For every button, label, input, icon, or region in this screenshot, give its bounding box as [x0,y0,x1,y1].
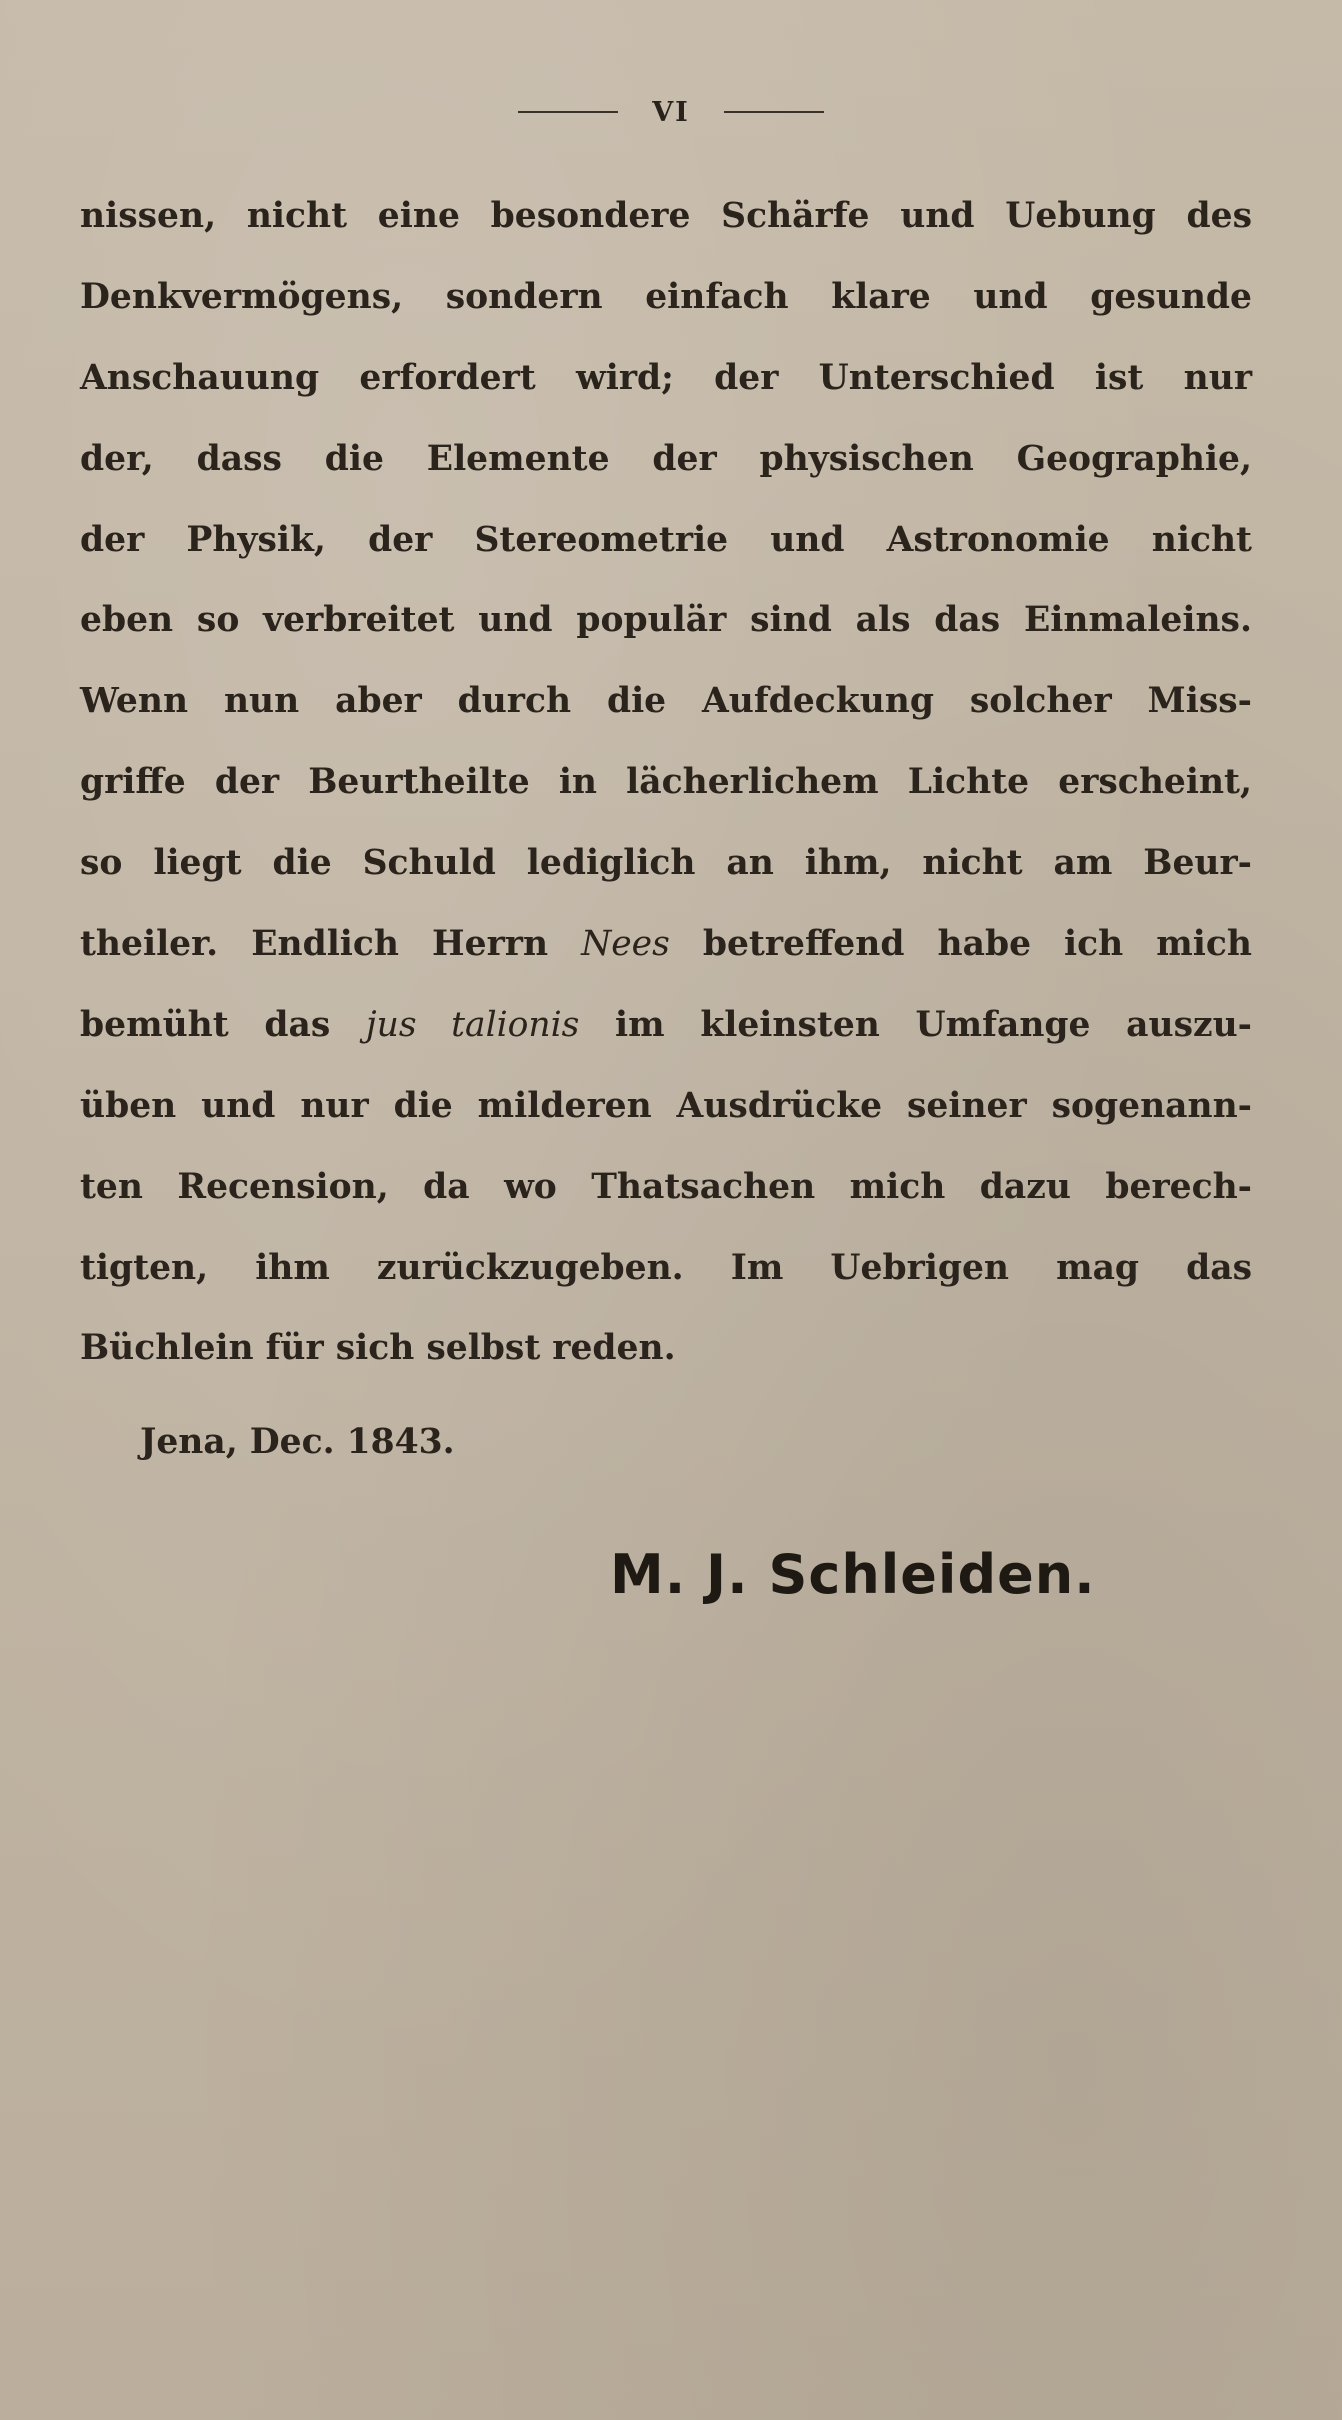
text-line: üben und nur die milderen Ausdrücke seiner sogenann- [80,1085,1252,1126]
text-line-with-italic-term [80,985,1252,1066]
text-line: Wenn nun aber durch die Aufdeckung solcher Miss- [80,681,1252,722]
text-line: nissen, nicht eine besondere Schärfe und Uebung des [80,196,1252,236]
text-segment: bemüht das [80,1004,366,1045]
text-line: Denkvermögens, sondern einfach klare und gesunde [80,276,1252,317]
author-signature: M. J. Schleiden. [610,1543,1096,1606]
text-line: so liegt die Schuld lediglich an ihm, nicht am Beur- [80,843,1252,884]
page-number: VI [652,96,690,128]
header-rule-left [518,111,618,113]
text-line: der Physik, der Stereometrie und Astronomie nicht [80,519,1252,560]
text-line-last: Büchlein für sich selbst reden. [80,1328,676,1369]
text-line: griffe der Beurtheilte in lächerlichem Lichte erscheint, [80,762,1252,803]
header-rule-right [724,111,824,113]
body-paragraph [80,176,1252,1389]
text-line: ten Recension, da wo Thatsachen mich dazu berech- [80,1166,1252,1207]
text-line: der, dass die Elemente der physischen Geographie, [80,438,1252,479]
text-segment: theiler. Endlich Herrn [80,924,582,965]
italic-name-nees: Nees [581,924,670,965]
italic-term-jus-talionis: jus talionis [365,1004,580,1045]
running-head [0,92,1342,132]
dateline: Jena, Dec. 1843. [140,1422,455,1462]
text-line: eben so verbreitet und populär sind als das Einmaleins. [80,600,1252,641]
text-segment: im kleinsten Umfange auszu- [579,1004,1252,1045]
text-line: Anschauung erfordert wird; der Unterschied ist nur [80,357,1252,398]
text-segment: betreffend habe ich mich [669,924,1252,965]
text-line: tigten, ihm zurückzugeben. Im Uebrigen mag das [80,1247,1252,1288]
text-line-with-italic-name [80,904,1252,985]
